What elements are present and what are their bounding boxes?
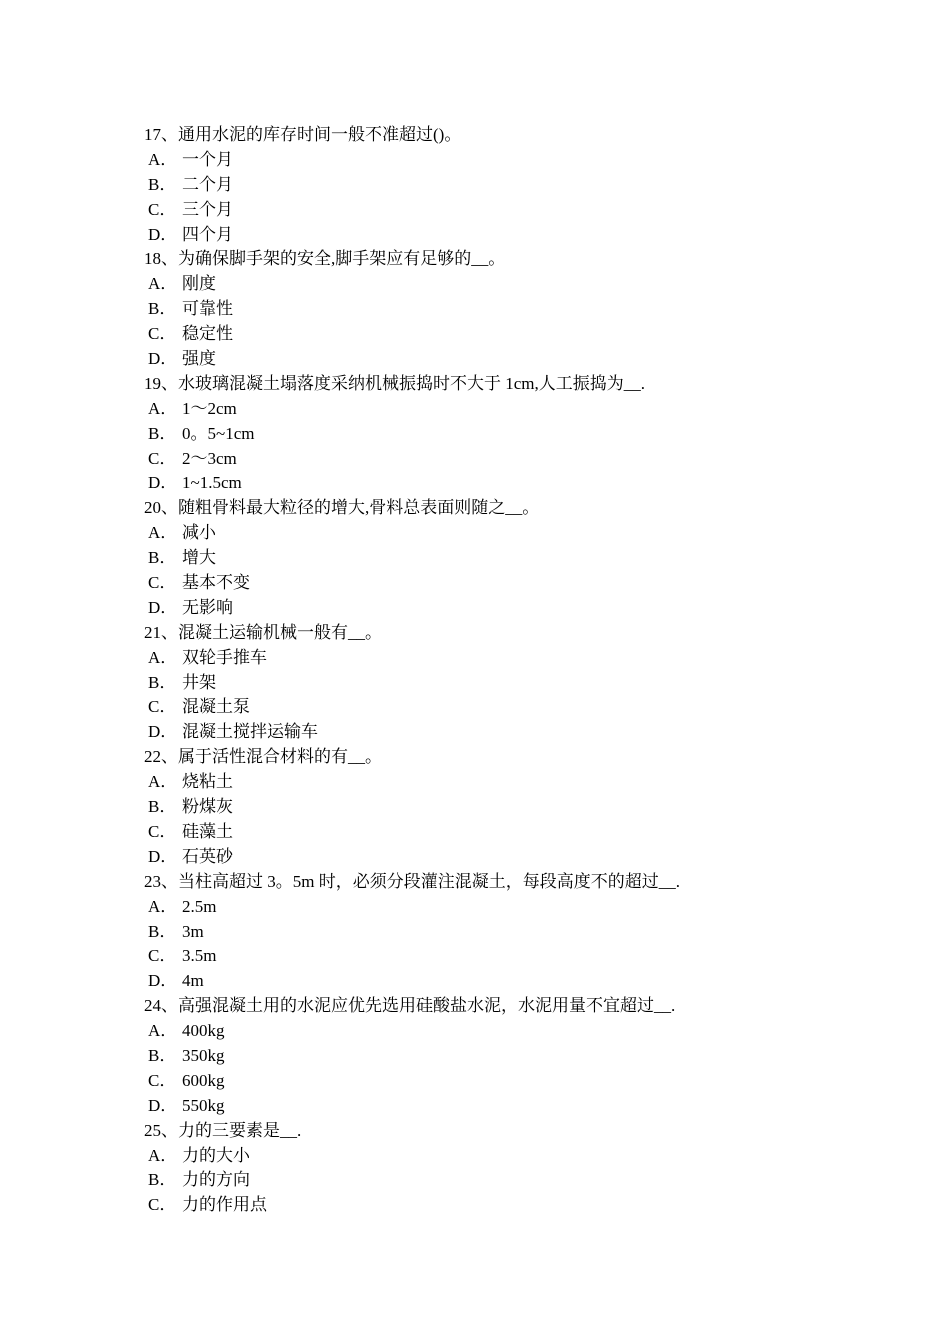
answer-option <box>144 596 844 621</box>
option-letter: B． <box>148 299 177 319</box>
option-letter: A． <box>148 523 178 543</box>
option-letter: A． <box>148 1021 178 1041</box>
answer-option <box>144 1094 844 1119</box>
option-text: 双轮手推车 <box>182 647 267 667</box>
option-text: 力的大小 <box>182 1145 250 1165</box>
option-text: 550kg <box>182 1095 225 1115</box>
answer-option <box>144 820 844 845</box>
answer-option <box>144 198 844 223</box>
option-text: 一个月 <box>182 149 233 169</box>
option-letter: D． <box>148 846 178 866</box>
option-text: 无影响 <box>182 597 233 617</box>
option-letter: A． <box>148 772 178 792</box>
option-letter: A． <box>148 274 178 294</box>
option-letter: A． <box>148 896 178 916</box>
answer-option <box>144 272 844 297</box>
option-letter: D． <box>148 224 178 244</box>
option-text: 井架 <box>182 672 216 692</box>
answer-option <box>144 646 844 671</box>
answer-option <box>144 695 844 720</box>
option-letter: B． <box>148 1170 177 1190</box>
answer-option <box>144 671 844 696</box>
answer-option <box>144 447 844 472</box>
option-letter: C． <box>148 697 177 717</box>
option-letter: C． <box>148 821 177 841</box>
option-letter: C． <box>148 448 177 468</box>
option-letter: B． <box>148 1045 177 1065</box>
option-text: 粉煤灰 <box>182 797 233 817</box>
option-text: 刚度 <box>182 274 216 294</box>
answer-option <box>144 795 844 820</box>
answer-option <box>144 297 844 322</box>
option-text: 3m <box>182 921 204 941</box>
option-letter: D． <box>148 971 178 991</box>
option-letter: B． <box>148 174 177 194</box>
option-letter: B． <box>148 423 177 443</box>
option-letter: C． <box>148 199 177 219</box>
option-letter: A． <box>148 149 178 169</box>
option-text: 力的方向 <box>182 1170 250 1190</box>
answer-option <box>144 720 844 745</box>
option-text: 稳定性 <box>182 324 233 344</box>
option-text: 四个月 <box>182 224 233 244</box>
answer-option <box>144 845 844 870</box>
question-stem: 20、随粗骨料最大粒径的增大,骨料总表面则随之__。 <box>144 498 540 518</box>
option-text: 350kg <box>182 1045 225 1065</box>
option-letter: A． <box>148 1145 178 1165</box>
answer-option <box>144 223 844 248</box>
option-letter: B． <box>148 921 177 941</box>
option-text: 4m <box>182 971 204 991</box>
answer-option <box>144 173 844 198</box>
answer-option <box>144 521 844 546</box>
option-text: 400kg <box>182 1021 225 1041</box>
question-stem: 21、混凝土运输机械一般有__。 <box>144 622 382 642</box>
question-stem: 18、为确保脚手架的安全,脚手架应有足够的__。 <box>144 249 506 269</box>
answer-option <box>144 471 844 496</box>
question-stem: 25、力的三要素是__. <box>144 1120 302 1140</box>
option-letter: C． <box>148 324 177 344</box>
answer-option <box>144 969 844 994</box>
answer-option <box>144 1044 844 1069</box>
option-letter: C． <box>148 946 177 966</box>
answer-option <box>144 770 844 795</box>
option-text: 1～2cm <box>182 398 237 418</box>
option-letter: C． <box>148 573 177 593</box>
option-letter: A． <box>148 647 178 667</box>
option-text: 基本不变 <box>182 573 250 593</box>
option-letter: B． <box>148 672 177 692</box>
option-text: 混凝土搅拌运输车 <box>182 722 318 742</box>
option-letter: D． <box>148 1095 178 1115</box>
option-text: 0。5~1cm <box>182 423 255 443</box>
option-letter: D． <box>148 349 178 369</box>
answer-option <box>144 895 844 920</box>
answer-option <box>144 546 844 571</box>
option-letter: B． <box>148 548 177 568</box>
option-text: 三个月 <box>182 199 233 219</box>
answer-option <box>144 322 844 347</box>
question-stem: 17、通用水泥的库存时间一般不准超过()。 <box>144 125 462 144</box>
option-text: 增大 <box>182 548 216 568</box>
answer-option <box>144 920 844 945</box>
option-text: 3.5m <box>182 946 217 966</box>
option-letter: D． <box>148 473 178 493</box>
option-text: 2.5m <box>182 896 217 916</box>
answer-option <box>144 148 844 173</box>
option-text: 强度 <box>182 349 216 369</box>
option-letter: B． <box>148 797 177 817</box>
answer-option <box>144 422 844 447</box>
answer-option <box>144 571 844 596</box>
option-text: 混凝土泵 <box>182 697 250 717</box>
option-text: 烧粘土 <box>182 772 233 792</box>
answer-option <box>144 347 844 372</box>
question-stem: 19、水玻璃混凝土塌落度采纳机械振捣时不大于 1cm,人工振捣为__. <box>144 373 646 393</box>
option-text: 2～3cm <box>182 448 237 468</box>
option-letter: D． <box>148 722 178 742</box>
option-text: 硅藻土 <box>182 821 233 841</box>
option-text: 减小 <box>182 523 216 543</box>
answer-option <box>144 1019 844 1044</box>
question-list <box>144 123 844 1218</box>
answer-option <box>144 1069 844 1094</box>
option-letter: C． <box>148 1070 177 1090</box>
question-stem: 22、属于活性混合材料的有__。 <box>144 747 382 767</box>
option-text: 600kg <box>182 1070 225 1090</box>
answer-option <box>144 944 844 969</box>
option-letter: D． <box>148 597 178 617</box>
question-stem: 24、高强混凝土用的水泥应优先选用硅酸盐水泥，水泥用量不宜超过__. <box>144 996 676 1016</box>
answer-option <box>144 1144 844 1169</box>
option-text: 石英砂 <box>182 846 233 866</box>
option-letter: A． <box>148 398 178 418</box>
option-text: 1~1.5cm <box>182 473 242 493</box>
answer-option <box>144 397 844 422</box>
option-text: 二个月 <box>182 174 233 194</box>
option-letter: C． <box>148 1195 177 1215</box>
question-stem: 23、当柱高超过 3。5m 时，必须分段灌注混凝土，每段高度不的超过__. <box>144 871 680 891</box>
answer-option <box>144 1168 844 1193</box>
answer-option <box>144 1193 844 1218</box>
option-text: 力的作用点 <box>182 1195 267 1215</box>
option-text: 可靠性 <box>182 299 233 319</box>
